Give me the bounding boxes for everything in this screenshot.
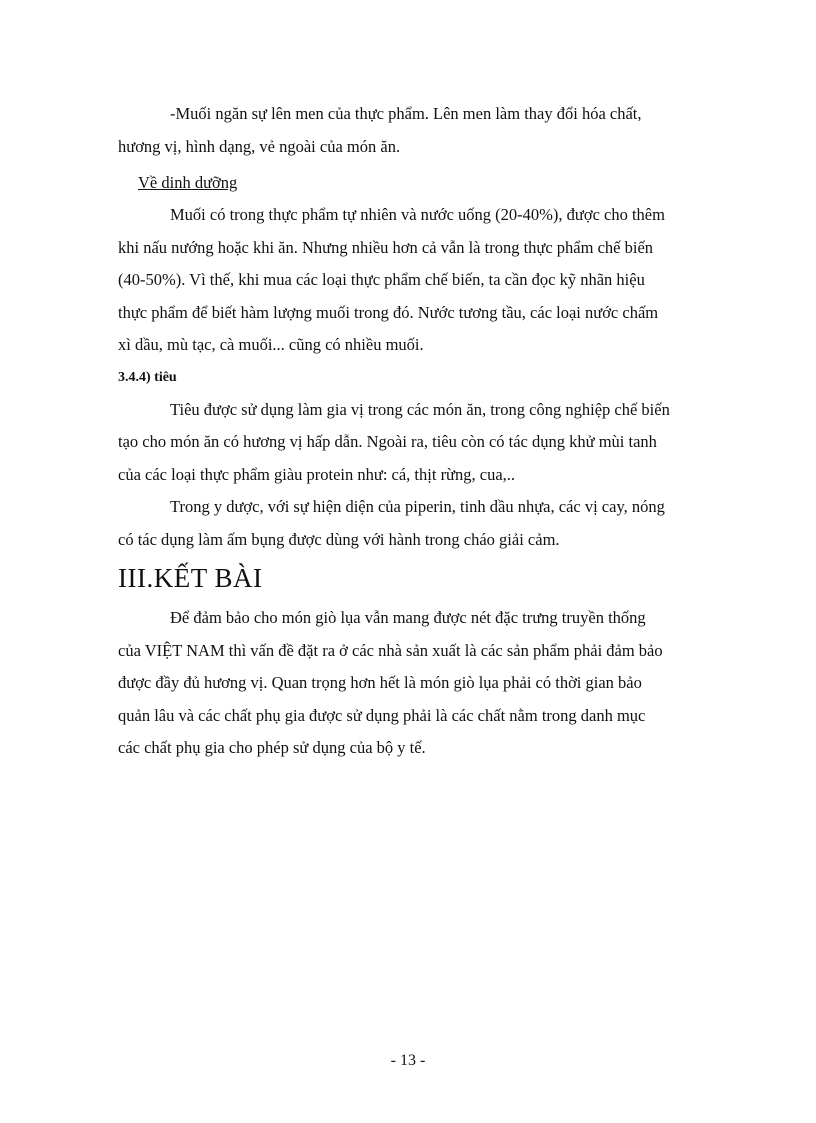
text-line: có tác dụng làm ấm bụng được dùng với hành trong cháo giải cảm. (118, 529, 560, 549)
text-line: -Muối ngăn sự lên men của thực phẩm. Lên men làm thay đổi hóa chất, (170, 104, 642, 123)
text-line: tạo cho món ăn có hương vị hấp dẫn. Ngoài ra, tiêu còn có tác dụng khử mùi tanh (118, 432, 657, 451)
text-line: các chất phụ gia cho phép sử dụng của bộ y tế. (118, 738, 426, 757)
pepper-paragraph (118, 394, 698, 492)
page-number: - 13 - (390, 1052, 426, 1069)
medicine-paragraph (118, 491, 698, 556)
page-content (118, 98, 698, 765)
text-line: quản lâu và các chất phụ gia được sử dụng phải là các chất nằm trong danh mục (118, 705, 646, 725)
text-line: của các loại thực phẩm giàu protein như: cá, thịt rừng, cua,.. (118, 464, 516, 484)
text-line: Tiêu được sử dụng làm gia vị trong các món ăn, trong công nghiệp chế biến (170, 399, 670, 419)
text-line: được đầy đủ hương vị. Quan trọng hơn hết là món giò lụa phải có thời gian bảo (118, 673, 642, 692)
text-line: Muối có trong thực phẩm tự nhiên và nước uống (20-40%), được cho thêm (170, 205, 665, 224)
text-line: khi nấu nướng hoặc khi ăn. Nhưng nhiều hơn cả vẫn là trong thực phẩm chế biến (118, 237, 654, 257)
text-line: thực phẩm để biết hàm lượng muối trong đó. Nước tương tầu, các loại nước chấm (118, 302, 659, 322)
text-line: của VIỆT NAM thì vấn đề đặt ra ở các nhà sản xuất là các sản phẩm phải đảm bảo (118, 640, 663, 660)
pepper-section-heading: 3.4.4) tiêu (118, 369, 177, 385)
text-line: Trong y dược, với sự hiện diện của piperin, tinh dầu nhựa, các vị cay, nóng (170, 497, 665, 516)
conclusion-heading: III.KẾT BÀI (118, 563, 263, 593)
text-line: (40-50%). Vì thế, khi mua các loại thực phẩm chế biến, ta cần đọc kỹ nhãn hiệu (118, 270, 645, 289)
conclusion-paragraph (118, 602, 698, 765)
text-line: Để đảm bảo cho món giò lụa vẫn mang được nét đặc trưng truyền thống (170, 608, 646, 627)
ferment-paragraph (118, 98, 698, 163)
nutrition-heading: Về dinh dưỡng (138, 173, 238, 192)
text-line: xì dầu, mù tạc, cà muối... cũng có nhiều muối. (118, 335, 424, 354)
text-line: hương vị, hình dạng, vẻ ngoài của món ăn. (118, 136, 401, 156)
nutrition-paragraph (118, 199, 698, 362)
